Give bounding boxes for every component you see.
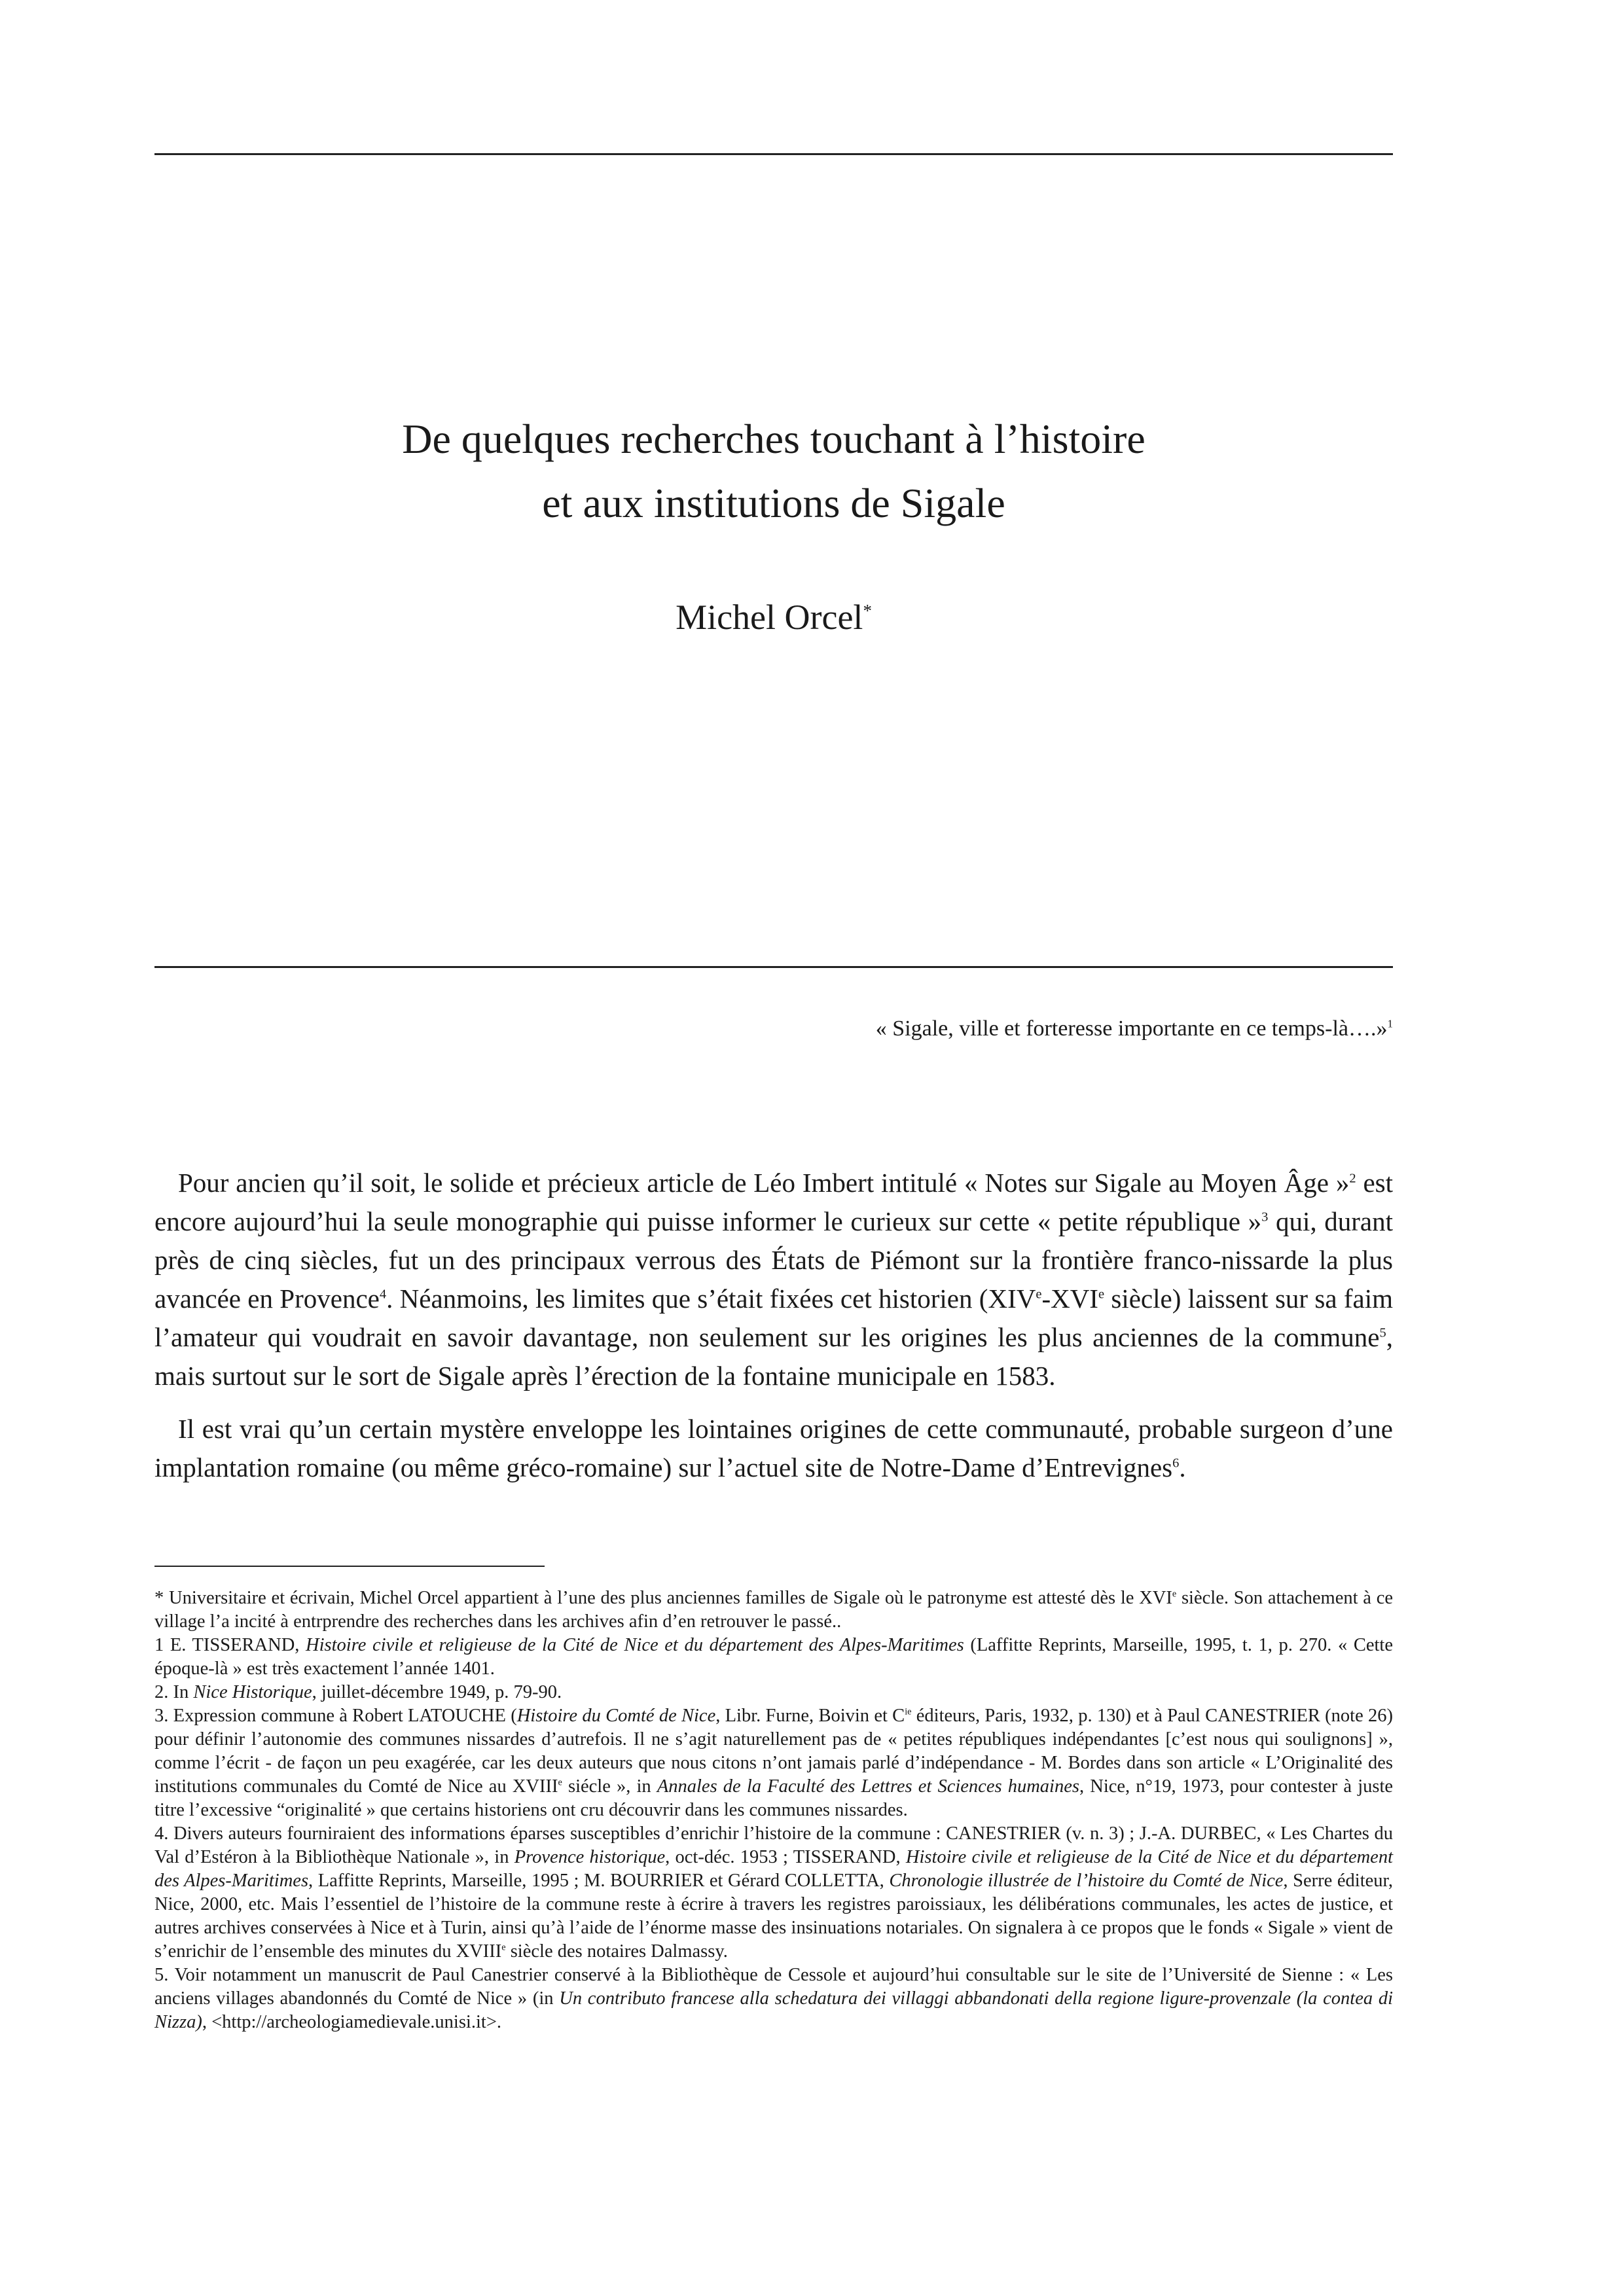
text-run: 3. Expression commune à Robert LATOUCHE ( <box>154 1706 517 1726</box>
note-ref: 2 <box>1349 1171 1356 1186</box>
text-run: 1 E. TISSERAND, <box>154 1635 306 1655</box>
text-run: siécle », in <box>562 1776 657 1797</box>
text-run: , oct-déc. 1953 ; TISSERAND, <box>665 1847 906 1867</box>
ordinal-sup: e <box>1036 1287 1042 1302</box>
note-ref: 4 <box>379 1287 387 1302</box>
italic-title: Histoire civile et religieuse de la Cité de Nice et du département des Alpes-Maritimes <box>154 1847 1393 1891</box>
italic-title: Provence historique <box>514 1847 666 1867</box>
top-rule <box>154 153 1393 155</box>
footnotes <box>154 1587 1393 2034</box>
text-run: 5. Voir notamment un manuscrit de Paul Canestrier conservé à la Bibliothèque de Cessole et aujourd’hui consultable sur le site de l’Université de Sienne : « Les anciens villages abandonnés du Comté de Nice » (in <box>154 1965 1393 2009</box>
text-run: , mais surtout sur le sort de Sigale après l’érection de la fontaine municipale en 1583. <box>154 1322 1393 1391</box>
text-run: siècle) laissent sur sa faim l’amateur qui voudrait en savoir davantage, non seulement sur les origines les plus anciennes de la commune <box>154 1283 1393 1352</box>
text-run: Pour ancien qu’il soit, le solide et précieux article de Léo Imbert intitulé « Notes sur Sigale au Moyen Âge » <box>178 1168 1350 1198</box>
body-paragraph-1 <box>154 1164 1393 1395</box>
epigraph-note-ref: 1 <box>1387 1017 1393 1030</box>
title-line-1: De quelques recherches touchant à l’histoire <box>402 416 1146 462</box>
footnote-separator <box>154 1566 545 1567</box>
author-name <box>154 594 1393 640</box>
italic-title: Annales de la Faculté des Lettres et Sciences humaines <box>657 1776 1079 1797</box>
ordinal-sup: e <box>558 1777 562 1788</box>
footnote-4 <box>154 1822 1393 1964</box>
text-run: 2. In <box>154 1682 194 1702</box>
text-run: , Libr. Furne, Boivin et C <box>715 1706 905 1726</box>
italic-title: Histoire civile et religieuse de la Cité de Nice et du département des Alpes-Maritimes <box>306 1635 964 1655</box>
text-run: , juillet-décembre 1949, p. 79-90. <box>312 1682 562 1702</box>
text-run: . Néanmoins, les limites que s’était fixées cet historien (XIV <box>386 1283 1036 1314</box>
text-run: , Serre éditeur, Nice, 2000, etc. Mais l’essentiel de l’histoire de la commune reste à écrire à travers les registres paroissiaux, les délibérations communales, les actes de justice, et autres archives conservées à Nice et à Turin, ainsi qu’à l’aide de l’énorme masse des insinuations notariales. On signalera à ce propos que le fonds « Sigale » vient de s’enrichir de l’ensemble des minutes du XVIII <box>154 1871 1393 1962</box>
text-run: siècle. Son attachement à ce village l’a incité à entrprendre des recherches dans les archives afin d’en retrouver le passé.. <box>154 1588 1393 1632</box>
text-run: (Laffitte Reprints, Marseille, 1995, t. 1, p. 270. « Cette époque-là » est très exactement l’année 1401. <box>154 1635 1394 1679</box>
text-run: Il est vrai qu’un certain mystère enveloppe les lointaines origines de cette communauté, probable surgeon d’une implantation romaine (ou même gréco-romaine) sur l’actuel site de Notre-Dame d’Entrevignes <box>154 1414 1393 1482</box>
text-run: , Laffitte Reprints, Marseille, 1995 ; M. BOURRIER et Gérard COLLETTA, <box>308 1871 890 1891</box>
text-run: , <http://archeologiamedievale.unisi.it>. <box>202 2012 502 2032</box>
text-run: -XVI <box>1041 1283 1098 1314</box>
epigraph-text: « Sigale, ville et forteresse importante en ce temps-là….» <box>875 1016 1388 1041</box>
text-run: est encore aujourd’hui la seule monographie qui puisse informer le curieux sur cette « petite république » <box>154 1168 1393 1236</box>
ordinal-sup: e <box>1098 1287 1105 1302</box>
text-run: siècle des notaires Dalmassy. <box>505 1941 728 1962</box>
text-run: éditeurs, Paris, 1932, p. 130) et à Paul CANESTRIER (note 26) pour définir l’autonomie des communes nissardes d’autrefois. Il ne s’agit naturellement pas de « petites républiques indépendantes [c’est nous qui soulignons] », comme l’écrit - de façon un peu exagérée, car les deux auteurs que nous citons n’ont jamais parlé d’indépendance - M. Bordes dans son article « L’Originalité des institutions communales du Comté de Nice au XVIII <box>154 1706 1393 1797</box>
note-ref: 3 <box>1261 1210 1269 1225</box>
footnote-3 <box>154 1704 1393 1822</box>
section-rule <box>154 966 1393 968</box>
footnote-5 <box>154 1964 1393 2034</box>
epigraph <box>876 1013 1393 1045</box>
ordinal-sup: e <box>1172 1588 1177 1600</box>
article-title <box>154 407 1393 535</box>
footnote-author <box>154 1587 1393 1634</box>
body-paragraph-2 <box>154 1410 1393 1487</box>
footnote-1 <box>154 1634 1393 1681</box>
title-line-2: et aux institutions de Sigale <box>542 480 1005 526</box>
text-run: qui, durant près de cinq siècles, fut un des principaux verrous des États de Piémont sur la frontière franco-nissarde la plus avancée en Provence <box>154 1206 1393 1314</box>
italic-title: Nice Historique <box>193 1682 312 1702</box>
author-note-marker: * <box>863 601 872 620</box>
ordinal-sup: e <box>501 1942 506 1953</box>
footnote-2 <box>154 1681 1393 1704</box>
text-run: 4. Divers auteurs fourniraient des informations éparses susceptibles d’enrichir l’histoire de la commune : CANESTRIER (v. n. 3) ; J.-A. DURBEC, « Les Chartes du Val d’Estéron à la Bibliothèque Nationale », in <box>154 1823 1393 1867</box>
text-run: . <box>1179 1452 1186 1482</box>
article-body <box>154 1164 1393 1501</box>
author-name-text: Michel Orcel <box>676 598 863 637</box>
ordinal-sup: ie <box>905 1706 912 1717</box>
italic-title: Histoire du Comté de Nice <box>516 1706 716 1726</box>
note-ref: 5 <box>1379 1325 1386 1340</box>
text-run: * Universitaire et écrivain, Michel Orcel appartient à l’une des plus anciennes familles de Sigale où le patronyme est attesté dès le XVI <box>154 1588 1172 1608</box>
italic-title: Un contributo francese alla schedatura dei villaggi abbandonati della regione ligure-provenzale (la contea di Nizza) <box>154 1988 1394 2032</box>
note-ref: 6 <box>1172 1456 1180 1471</box>
text-run: , Nice, n°19, 1973, pour contester à juste titre l’excessive “originalité » que certains historiens ont cru découvrir dans les communes nissardes. <box>154 1776 1394 1820</box>
italic-title: Chronologie illustrée de l’histoire du Comté de Nice <box>889 1871 1284 1891</box>
